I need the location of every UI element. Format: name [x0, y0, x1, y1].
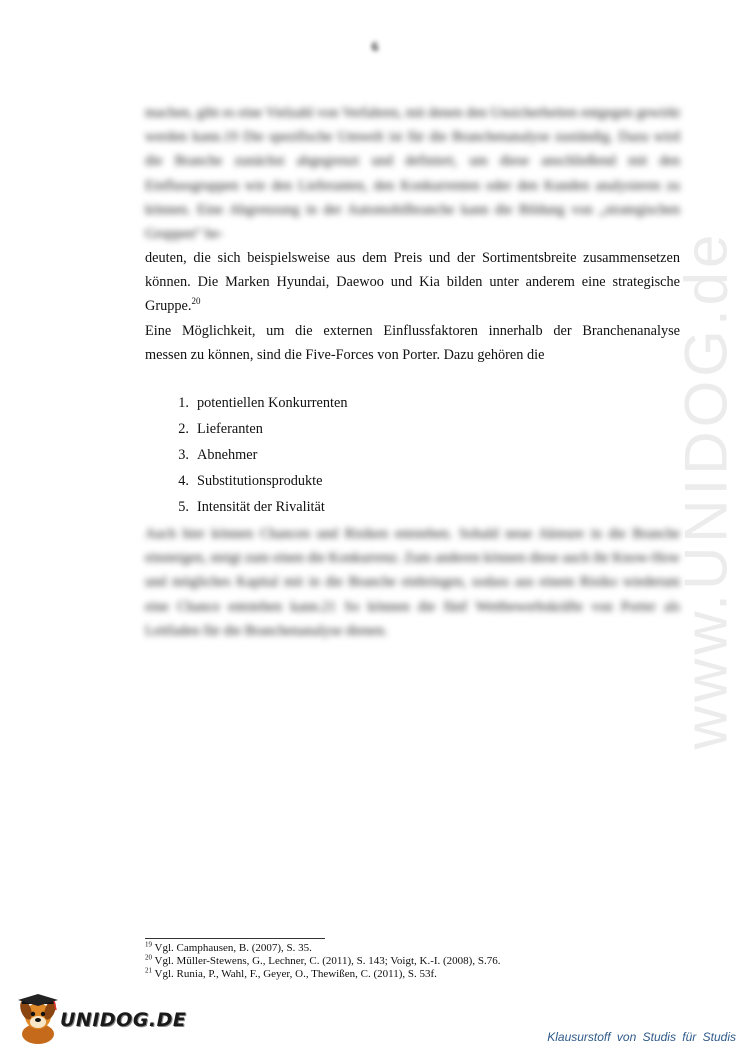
footnote-number: 20: [145, 953, 152, 962]
footnote: [145, 955, 500, 968]
sharp-paragraph: [145, 246, 680, 367]
watermark: www.UNIDOG.de: [672, 230, 740, 750]
list-number: 4.: [178, 473, 189, 489]
dog-icon: [14, 994, 62, 1046]
footnote: [145, 968, 500, 981]
tagline: Klausurstoff von Studis für Studis: [547, 1030, 736, 1044]
list-item: [145, 469, 347, 495]
footnote-rule: [145, 938, 325, 939]
footnotes: [145, 942, 500, 981]
list-label: Lieferanten: [197, 421, 263, 437]
list-item: [145, 391, 347, 417]
list-label: Substitutionsprodukte: [197, 473, 323, 489]
list-number: 1.: [178, 395, 189, 411]
footnote-number: 19: [145, 940, 152, 949]
logo-text: UNIDOG.DE: [60, 1009, 187, 1031]
text-line: [145, 294, 680, 318]
footnote-ref: 20: [191, 296, 201, 307]
list-label: Abnehmer: [197, 447, 258, 463]
blurred-paragraph-1: machen, gibt es eine Vielzahl von Verfahren, mit denen den Unsicherheiten entgegen gewirkt werden kann.19 Die spezifische Umwelt ist für die Branchenanalyse zuständig. Dazu wird die Branche zunächst abgegrenzt und definiert, um diese anschließend mit den Einflussgruppen wie den Lieferanten, den Konkurrenten oder den Kunden analysieren zu können. Eine Abgrenzung in der Automobilbranche kann die Bildung von „strategischen Gruppen“ be-: [145, 105, 680, 243]
list-item: [145, 495, 347, 521]
page-number: 6: [371, 40, 379, 55]
footnote-number: 21: [145, 966, 152, 975]
list-number: 5.: [178, 499, 189, 515]
footnote-text: Vgl. Runia, P., Wahl, F., Geyer, O., Thewißen, C. (2011), S. 53f.: [152, 968, 437, 980]
text-line: messen zu können, sind die Five-Forces von Porter. Dazu gehören die: [145, 346, 545, 363]
text-line: Eine Möglichkeit, um die externen Einflussfaktoren innerhalb der Branchenanalyse: [145, 322, 680, 339]
list-label: potentiellen Konkurrenten: [197, 395, 348, 411]
list-item: [145, 443, 347, 469]
list-number: 3.: [178, 447, 189, 463]
text-line: deuten, die sich beispielsweise aus dem Preis und der Sortimentsbreite zusammensetzen: [145, 250, 680, 266]
text-line-content: Gruppe.: [145, 298, 192, 315]
five-forces-list: [145, 391, 347, 521]
list-item: [145, 417, 347, 443]
footnote-text: Vgl. Müller-Stewens, G., Lechner, C. (2011), S. 143; Voigt, K.-I. (2008), S.76.: [152, 955, 501, 967]
unidog-logo[interactable]: [14, 990, 186, 1050]
footnote: [145, 942, 500, 955]
text-line: können. Die Marken Hyundai, Daewoo und Kia bilden unter anderem eine strategische: [145, 274, 680, 291]
blurred-paragraph-3: Auch hier können Chancen und Risiken entstehen. Sobald neue Akteure in die Branche einsteigen, steigt zum einen die Konkurrenz. Zum anderen können diese auch ihr Know-How und mögliches Kapital mit in die Branche einbringen, sodass aus einem Risiko wiederum eine Chance entstehen kann.21 So können die fünf Wettbewerbskräfte von Porter als Leitfaden für die Branchenanalyse dienen.: [145, 526, 680, 639]
list-number: 2.: [178, 421, 189, 437]
list-label: Intensität der Rivalität: [197, 499, 325, 515]
footnote-text: Vgl. Camphausen, B. (2007), S. 35.: [152, 942, 312, 954]
